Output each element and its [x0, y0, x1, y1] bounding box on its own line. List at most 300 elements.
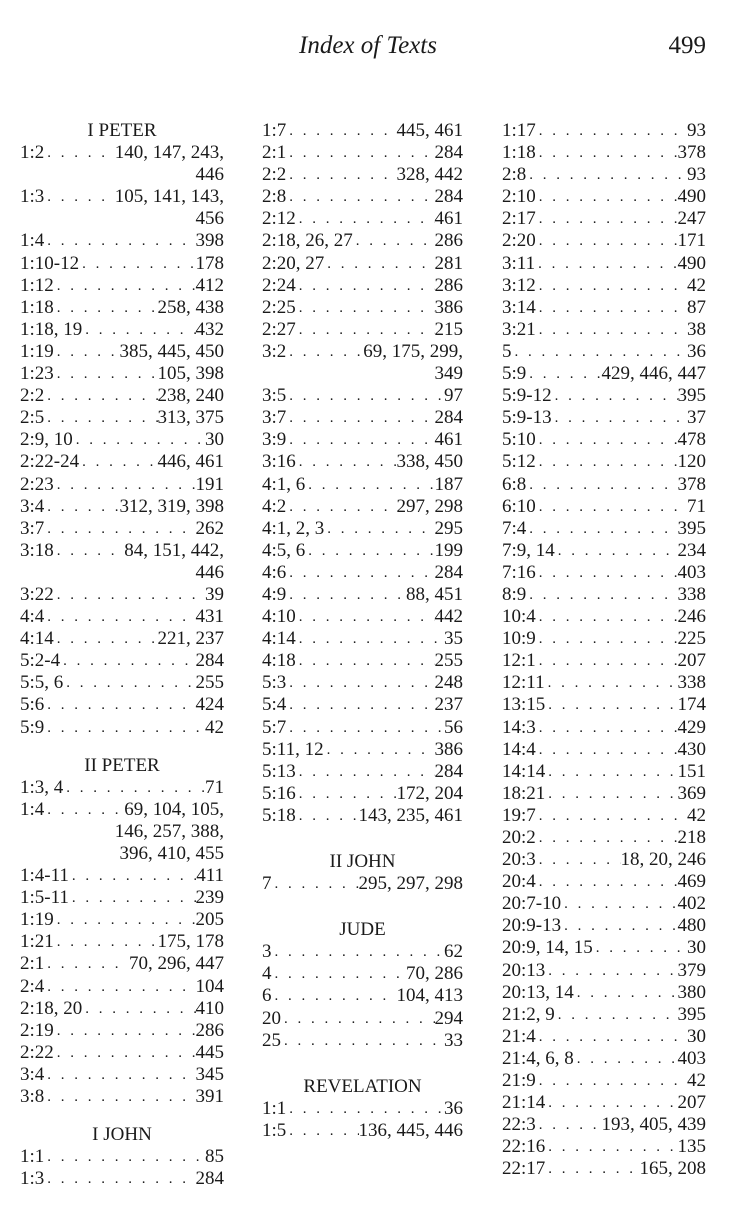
index-entry: [502, 385, 706, 407]
verse-reference: 1:19: [20, 340, 54, 362]
index-entry: [20, 385, 224, 407]
index-entry: [262, 1030, 463, 1052]
page-references: 69, 104, 105,: [124, 798, 224, 820]
index-entry: [502, 341, 706, 363]
dot-leader: [44, 142, 114, 164]
index-entry: [502, 783, 706, 805]
verse-reference: 3:4: [20, 1063, 45, 1085]
verse-reference: 5:7: [262, 716, 287, 738]
index-entry: [20, 887, 224, 909]
verse-reference: 7:16: [502, 561, 536, 583]
dot-leader: [305, 540, 434, 562]
verse-reference: 5:18: [262, 804, 296, 826]
verse-reference: 3:21: [502, 318, 536, 340]
page-references: 395: [677, 1003, 706, 1025]
book-heading: II JOHN: [329, 851, 396, 872]
page-references: 172, 204: [396, 782, 463, 804]
verse-reference: 22:17: [502, 1158, 546, 1180]
verse-reference: 5:5, 6: [20, 672, 64, 694]
verse-reference: 5:2-4: [20, 650, 61, 672]
verse-reference: 2:18, 26, 27: [262, 230, 353, 252]
page-references: 398: [195, 230, 224, 252]
dot-leader: [54, 1042, 196, 1064]
index-entry: [502, 1092, 706, 1114]
dot-leader: [296, 628, 444, 650]
verse-reference: 2:25: [262, 296, 296, 318]
dot-leader: [296, 208, 435, 230]
dot-leader: [552, 407, 687, 429]
verse-reference: 4:5, 6: [262, 539, 306, 561]
page-references-continued: 349: [434, 363, 463, 385]
page-references: 218: [677, 827, 706, 848]
dot-leader: [536, 1070, 687, 1092]
dot-leader: [324, 739, 435, 761]
dot-leader: [54, 275, 196, 297]
book-heading: I JOHN: [92, 1124, 152, 1146]
verse-reference: 2:19: [20, 1019, 54, 1041]
verse-reference: 5:12: [502, 451, 536, 473]
index-entry: [262, 985, 463, 1007]
index-entry: [20, 1064, 224, 1086]
verse-reference: 22:16: [502, 1136, 546, 1158]
verse-reference: 4:6: [262, 561, 287, 583]
verse-reference: 5:9: [502, 363, 527, 385]
index-entry: [20, 407, 224, 429]
page-references: 35: [444, 628, 463, 650]
dot-leader: [536, 827, 678, 849]
verse-reference: 2:8: [262, 186, 287, 208]
verse-reference: 22:3: [502, 1114, 536, 1136]
dot-leader: [286, 694, 434, 716]
verse-reference: 4:14: [262, 628, 296, 650]
page-references: 490: [677, 252, 706, 274]
dot-leader: [545, 694, 677, 716]
dot-leader: [561, 915, 677, 937]
verse-reference: 19:7: [502, 804, 536, 826]
dot-leader: [54, 341, 120, 363]
page-references: 42: [687, 274, 706, 296]
page-references: 193, 405, 439: [601, 1114, 706, 1136]
dot-leader: [286, 142, 434, 164]
index-entry: [262, 717, 463, 739]
verse-reference: 4:9: [262, 583, 287, 605]
index-entry: [262, 805, 463, 827]
verse-reference: 14:4: [502, 738, 536, 760]
page-references: 378: [677, 142, 706, 164]
index-entry: [502, 540, 706, 562]
page-references: 461: [434, 429, 463, 451]
dot-leader: [286, 717, 444, 739]
verse-reference: 20:4: [502, 871, 536, 893]
page-references: 36: [687, 340, 706, 362]
verse-reference: 5:9-13: [502, 407, 552, 429]
dot-leader: [286, 385, 444, 407]
page-references-continued: 456: [195, 208, 224, 230]
dot-leader: [296, 451, 397, 473]
page-references: 30: [687, 1025, 706, 1047]
dot-leader: [63, 777, 205, 799]
dot-leader: [526, 474, 677, 496]
dot-leader: [286, 407, 434, 429]
index-entry: [262, 474, 463, 496]
verse-reference: 1:19: [20, 909, 54, 931]
page-references: 225: [677, 628, 706, 650]
verse-reference: 5:4: [262, 694, 287, 716]
page-references: 174: [677, 694, 706, 716]
index-entry: [20, 1086, 224, 1108]
dot-leader: [545, 761, 677, 783]
dot-leader: [536, 849, 621, 871]
dot-leader: [555, 1004, 678, 1026]
page-references: 286: [434, 230, 463, 252]
index-entry: [20, 777, 224, 799]
page-references: 380: [677, 981, 706, 1003]
verse-reference: 3:7: [262, 407, 287, 429]
verse-reference: 20:2: [502, 827, 536, 848]
dot-leader: [286, 1120, 358, 1142]
page-references: 430: [677, 738, 706, 760]
verse-reference: 4:2: [262, 495, 287, 517]
index-entry: [262, 496, 463, 518]
page-references: 284: [434, 186, 463, 208]
index-entry: [262, 275, 463, 297]
index-entry: [20, 319, 224, 341]
index-entry: [262, 385, 463, 407]
page-references: 105, 141, 143,: [114, 186, 224, 208]
page-references: 38: [687, 318, 706, 340]
verse-reference: 1:1: [262, 1097, 287, 1119]
dot-leader: [296, 783, 397, 805]
dot-leader: [536, 142, 678, 164]
index-entry: [502, 606, 706, 628]
page-references-continued: 446: [195, 561, 224, 583]
index-entry: [502, 496, 706, 518]
dot-leader: [79, 253, 195, 275]
page-references: 42: [687, 804, 706, 826]
index-entry: [262, 1120, 463, 1142]
page-references: 18, 20, 246: [620, 849, 706, 871]
page-references: 30: [687, 937, 706, 959]
dot-leader: [272, 985, 397, 1007]
index-entry: [262, 319, 463, 341]
verse-reference: 1:4: [20, 798, 45, 820]
index-entry: [20, 909, 224, 931]
dot-leader: [593, 937, 687, 959]
page-references: 255: [195, 672, 224, 694]
dot-leader: [296, 606, 435, 628]
page-references: 378: [677, 473, 706, 495]
dot-leader: [44, 953, 129, 975]
index-entry: [502, 363, 706, 385]
dot-leader: [54, 474, 196, 496]
running-head: [0, 30, 736, 66]
page-references: 234: [677, 539, 706, 561]
dot-leader: [536, 717, 678, 739]
index-entry: [20, 931, 224, 953]
page-references: 412: [195, 274, 224, 296]
dot-leader: [54, 297, 158, 319]
index-entry: [262, 341, 463, 363]
dot-leader: [44, 976, 195, 998]
dot-leader: [44, 799, 124, 821]
dot-leader: [555, 540, 678, 562]
page-references: 56: [444, 716, 463, 738]
index-entry: [262, 941, 463, 963]
dot-leader: [286, 1098, 444, 1120]
verse-reference: 20:13: [502, 959, 546, 981]
page-references: 71: [687, 495, 706, 517]
index-entry: [262, 451, 463, 473]
verse-reference: 1:3, 4: [20, 776, 64, 798]
dot-leader: [54, 628, 158, 650]
page-references: 379: [677, 959, 706, 981]
index-entry: [20, 230, 224, 252]
page-references: 442: [434, 606, 463, 628]
dot-leader: [286, 164, 396, 186]
dot-leader: [574, 982, 678, 1004]
page-title: Index of Texts: [299, 32, 437, 59]
page-references: 165, 208: [639, 1158, 706, 1180]
index-entry: [20, 717, 224, 739]
index-entry: [502, 871, 706, 893]
index-entry: [502, 451, 706, 473]
verse-reference: 7:9, 14: [502, 539, 555, 561]
dot-leader: [526, 164, 687, 186]
index-entry: [262, 518, 463, 540]
verse-reference: 7: [262, 873, 272, 895]
index-entry: [20, 451, 224, 473]
verse-reference: 20:9, 14, 15: [502, 937, 593, 959]
page-references: 104, 413: [396, 985, 463, 1007]
verse-reference: 20:3: [502, 849, 536, 871]
dot-leader: [44, 186, 114, 208]
page-references: 199: [434, 539, 463, 561]
index-entry: [20, 253, 224, 275]
verse-reference: 1:4-11: [20, 865, 69, 887]
index-entry: [20, 474, 224, 496]
page-references: 391: [195, 1086, 224, 1108]
dot-leader: [281, 1008, 435, 1030]
verse-reference: 2:1: [262, 142, 287, 164]
dot-leader: [536, 739, 678, 761]
page-references: 143, 235, 461: [358, 804, 463, 826]
dot-leader: [536, 496, 687, 518]
dot-leader: [44, 717, 205, 739]
page-references: 37: [687, 407, 706, 429]
index-entry: [262, 297, 463, 319]
index-entry: [20, 186, 224, 208]
page-references: 237: [434, 694, 463, 716]
index-entry: [502, 164, 706, 186]
index-column-1: [20, 120, 224, 1190]
dot-leader: [54, 1020, 196, 1042]
dot-leader: [69, 865, 196, 887]
verse-reference: 2:18, 20: [20, 997, 83, 1019]
dot-leader: [286, 496, 396, 518]
verse-reference: 3:9: [262, 429, 287, 451]
index-entry: [502, 120, 706, 142]
dot-leader: [286, 186, 434, 208]
verse-reference: 2:22-24: [20, 451, 80, 473]
verse-reference: 3:4: [20, 495, 45, 517]
verse-reference: 12:1: [502, 650, 536, 672]
dot-leader: [44, 1168, 195, 1190]
verse-reference: 6:10: [502, 495, 536, 517]
index-entry: [20, 694, 224, 716]
index-entry: [20, 672, 224, 694]
index-entry: [20, 297, 224, 319]
page-references: 247: [677, 208, 706, 230]
page-references: 478: [677, 429, 706, 451]
verse-reference: 21:4: [502, 1025, 536, 1047]
page-references: 410: [195, 997, 224, 1019]
page-references: 461: [434, 208, 463, 230]
dot-leader: [44, 407, 157, 429]
page-references: 369: [677, 782, 706, 804]
dot-leader: [536, 1026, 687, 1048]
verse-reference: 2:17: [502, 208, 536, 230]
verse-reference: 14:3: [502, 716, 536, 738]
verse-reference: 21:9: [502, 1070, 536, 1092]
index-entry: [502, 694, 706, 716]
page-references: 33: [444, 1029, 463, 1051]
book-heading: I PETER: [87, 120, 157, 141]
page-references: 338, 450: [396, 451, 463, 473]
index-entry: [502, 186, 706, 208]
page-references: 187: [434, 473, 463, 495]
index-entry: [502, 628, 706, 650]
page-references: 207: [677, 650, 706, 672]
verse-reference: 20: [262, 1007, 281, 1029]
index-entry: [502, 739, 706, 761]
index-entry: [502, 1158, 706, 1180]
page-references: 403: [677, 561, 706, 583]
verse-reference: 3: [262, 941, 272, 963]
dot-leader: [44, 496, 119, 518]
dot-leader: [286, 341, 363, 363]
index-entry: [502, 915, 706, 937]
page-references: 69, 175, 299,: [363, 340, 463, 362]
verse-reference: 1:23: [20, 363, 54, 385]
dot-leader: [536, 1114, 602, 1136]
page-references-continued: 146, 257, 388,: [114, 820, 224, 842]
dot-leader: [545, 960, 677, 982]
dot-leader: [545, 672, 678, 694]
index-entry: [502, 319, 706, 341]
verse-reference: 2:23: [20, 473, 54, 495]
dot-leader: [536, 275, 687, 297]
dot-leader: [281, 1030, 444, 1052]
index-entry: [20, 998, 224, 1020]
index-entry: [502, 650, 706, 672]
page-references: 85: [205, 1146, 224, 1168]
index-entry: [262, 540, 463, 562]
verse-reference: 1:3: [20, 1168, 45, 1190]
index-entry: [502, 672, 706, 694]
page-references: 385, 445, 450: [119, 340, 224, 362]
index-entry: [262, 230, 463, 252]
index-entry: [502, 208, 706, 230]
index-entry: [20, 799, 224, 821]
index-entry: [262, 783, 463, 805]
dot-leader: [536, 297, 687, 319]
verse-reference: 2:2: [262, 164, 287, 186]
dot-leader: [536, 606, 678, 628]
index-entry: [502, 1004, 706, 1026]
index-entry: [502, 960, 706, 982]
index-entry: [502, 584, 706, 606]
verse-reference: 5:9-12: [502, 385, 552, 407]
dot-leader: [324, 253, 434, 275]
verse-reference: 21:14: [502, 1092, 546, 1114]
dot-leader: [526, 584, 677, 606]
page-references: 403: [677, 1047, 706, 1069]
dot-leader: [286, 584, 406, 606]
verse-reference: 1:18: [502, 142, 536, 164]
dot-leader: [296, 650, 435, 672]
verse-reference: 3:12: [502, 274, 536, 296]
dot-leader: [536, 871, 678, 893]
index-entry: [502, 805, 706, 827]
page-references: 246: [677, 606, 706, 628]
page-references: 135: [677, 1136, 706, 1158]
dot-leader: [44, 1086, 195, 1108]
index-entry: [262, 761, 463, 783]
dot-leader: [296, 297, 435, 319]
verse-reference: 3:22: [20, 583, 54, 605]
page-references: 345: [195, 1063, 224, 1085]
verse-reference: 4:10: [262, 606, 296, 628]
page-references: 120: [677, 451, 706, 473]
index-column-3: [502, 120, 706, 1181]
page-references-continued: 396, 410, 455: [119, 843, 224, 864]
page-references: 295, 297, 298: [358, 873, 463, 895]
dot-leader: [272, 963, 407, 985]
index-entry: [262, 963, 463, 985]
page-references: 445: [195, 1041, 224, 1063]
dot-leader: [526, 518, 677, 540]
index-entry: [502, 429, 706, 451]
dot-leader: [44, 694, 195, 716]
verse-reference: 2:22: [20, 1041, 54, 1063]
dot-leader: [286, 429, 434, 451]
index-entry: [262, 694, 463, 716]
dot-leader: [305, 474, 434, 496]
index-entry: [502, 562, 706, 584]
dot-leader: [44, 230, 195, 252]
dot-leader: [536, 186, 678, 208]
dot-leader: [63, 672, 195, 694]
index-entry: [20, 429, 224, 451]
index-entry: [262, 1008, 463, 1030]
page-references: 238, 240: [157, 385, 224, 407]
index-entry: [262, 584, 463, 606]
verse-reference: 1:17: [502, 120, 536, 141]
page-references: 239: [195, 887, 224, 909]
page-number: 499: [668, 32, 706, 59]
verse-reference: 3:7: [20, 517, 45, 539]
index-entry: [502, 849, 706, 871]
verse-reference: 2:2: [20, 385, 45, 407]
index-entry: [502, 474, 706, 496]
page-references-continued: 446: [195, 164, 224, 186]
page-references: 312, 319, 398: [119, 495, 224, 517]
index-entry: [20, 650, 224, 672]
dot-leader: [60, 650, 195, 672]
dot-leader: [296, 805, 359, 827]
dot-leader: [545, 1136, 677, 1158]
page-references: 262: [195, 517, 224, 539]
